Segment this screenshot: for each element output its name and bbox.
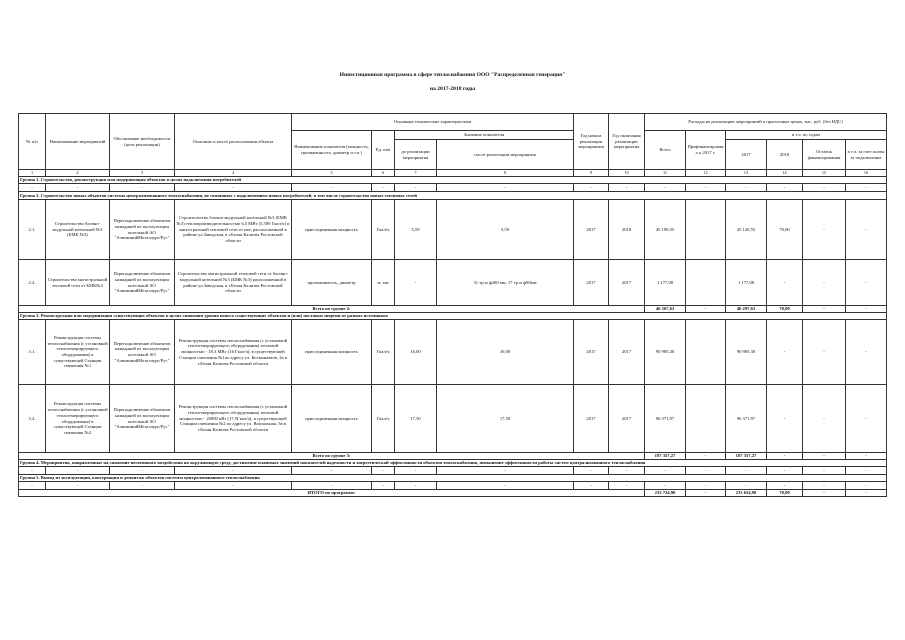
- row-num: 2.2.: [19, 260, 46, 306]
- row-year-end: 2017: [609, 385, 645, 453]
- col-number: 1: [19, 170, 46, 177]
- header-after: после реализации мероприятия: [437, 140, 574, 170]
- header-financed: Профинансировано к 2017 г.: [686, 131, 726, 170]
- total-2018: -: [767, 453, 803, 460]
- table-row: [19, 200, 887, 260]
- row-description: Реконструкция системы теплоснабжения (с установкой теплогенерирующего оборудования) тепловой мощностью - 20000 кВт (17,5Гкал/ч), в существующей Станции смешения №2 по адресу ул. Вокзальная, 3в в г.Белая Калитва Ростовской области: [175, 385, 292, 453]
- empty-cell: -: [767, 467, 803, 475]
- row-description: Строительство блочно-модульной котельной №3 (БМК №3) теплопроизводительностью 6,5 МВт (5,589 Гкал/ч) и магистральной тепловой сети от нее, расположенной в районе ул.Заводская, в г.Белая Калитва Ростовской области: [175, 200, 292, 260]
- empty-cell: -: [726, 184, 767, 192]
- empty-cell: -: [609, 467, 645, 475]
- empty-cell: -: [19, 482, 46, 490]
- empty-cell: -: [767, 184, 803, 192]
- col-number: 4: [175, 170, 292, 177]
- total-label: ИТОГО по программе:: [19, 490, 645, 497]
- row-unit: Гкал/ч: [372, 385, 395, 453]
- header-values: Значение показателя: [395, 131, 574, 140]
- total-value: 187 357,27: [645, 453, 686, 460]
- header-by-years: в т.ч. по годам: [726, 131, 887, 140]
- header-description: Описание и место расположения объекта: [175, 114, 292, 170]
- empty-cell: -: [645, 467, 686, 475]
- empty-cell: -: [372, 467, 395, 475]
- empty-cell: -: [574, 184, 609, 192]
- group-2-total-row: [19, 306, 887, 313]
- empty-cell: -: [846, 184, 887, 192]
- row-after: 16,00: [437, 320, 574, 385]
- row-2017: 45 120,55: [726, 200, 767, 260]
- table-row: [19, 260, 887, 306]
- empty-cell: -: [767, 482, 803, 490]
- row-before: -: [395, 260, 437, 306]
- row-unit: м, мм: [372, 260, 395, 306]
- header-2017: 2017: [726, 140, 767, 170]
- total-borrowed: -: [846, 306, 887, 313]
- header-costs: Расходы на реализацию мероприятий в прогнозных ценах, тыс. руб. (без НДС): [645, 114, 887, 131]
- row-after: 5,59: [437, 200, 574, 260]
- row-justification: Переподключение абонентов наиаднней из эксплуатации котельной АО "АлюминийМеталлург/Рус": [110, 200, 175, 260]
- row-justification: Переподключение абонентов наиаднней из эксплуатации котельной АО "АлюминийМеталлург/Рус": [110, 385, 175, 453]
- row-year-start: 2017: [574, 385, 609, 453]
- header-total: Всего: [645, 131, 686, 170]
- header-year-end: Год окончания реализации мероприятия: [609, 114, 645, 170]
- row-before: 16,00: [395, 320, 437, 385]
- empty-cell: -: [372, 482, 395, 490]
- col-number: 13: [726, 170, 767, 177]
- total-remaining: -: [803, 490, 846, 497]
- header-name: Наименование мероприятий: [46, 114, 110, 170]
- table-row: [19, 320, 887, 385]
- col-number: 15: [803, 170, 846, 177]
- empty-cell: -: [372, 184, 395, 192]
- empty-cell: -: [19, 184, 46, 192]
- total-label: Всего по группе 2:: [19, 306, 645, 313]
- program-total-row: [19, 490, 887, 497]
- empty-cell: -: [726, 482, 767, 490]
- empty-cell: -: [803, 482, 846, 490]
- row-description: Реконструкция системы теплоснабжения (с установкой теплогенерирующего оборудования) тепловой мощностью - 18,3 МВт (16 Гкал/ч), в существующей Станции смешения №1по адресу ул. Космонавтов, 2а в г.Белая Калитва Ростовской области: [175, 320, 292, 385]
- row-year-end: 2018: [609, 200, 645, 260]
- empty-cell: -: [19, 467, 46, 475]
- empty-cell: -: [46, 467, 110, 475]
- document-subtitle: на 2017-2018 годы: [429, 86, 476, 92]
- col-number: 7: [395, 170, 437, 177]
- row-after: 17,50: [437, 385, 574, 453]
- col-number: 11: [645, 170, 686, 177]
- group-3-title: Группа 3. Реконструкция или модернизация существующих объектов в целях снижения уровня износа существующих объектов и (или) поставки энергии от разных источников: [19, 313, 887, 320]
- row-name: Реконструкция системы теплоснабжения (с установкой теплогенерирующего оборудования) в существующей Станции смешения №2: [46, 385, 110, 453]
- row-2017: 96 371,97: [726, 385, 767, 453]
- row-year-start: 2017: [574, 320, 609, 385]
- row-name: Реконструкция системы теплоснабжения (с установкой теплогенерирующего оборудования) в существующей Станции смешения №1: [46, 320, 110, 385]
- row-remaining: -: [803, 200, 846, 260]
- empty-cell: -: [686, 467, 726, 475]
- empty-cell: -: [175, 467, 292, 475]
- total-borrowed: -: [846, 490, 887, 497]
- col-number: 14: [767, 170, 803, 177]
- total-label: Всего по группе 3:: [19, 453, 645, 460]
- total-2018: 70,00: [767, 306, 803, 313]
- empty-cell: -: [846, 482, 887, 490]
- row-2018: 70,00: [767, 200, 803, 260]
- empty-cell: -: [292, 482, 372, 490]
- empty-cell: -: [846, 467, 887, 475]
- header-remaining: Остаток финансирования: [803, 140, 846, 170]
- empty-cell: -: [175, 184, 292, 192]
- header-param-name: Наименование показателя (мощность, протяженность, диаметр и т.п.): [292, 131, 372, 170]
- empty-cell: -: [437, 184, 574, 192]
- row-total: 90 985,30: [645, 320, 686, 385]
- row-num: 3.1.: [19, 320, 46, 385]
- row-borrowed: -: [846, 260, 887, 306]
- empty-cell: -: [110, 467, 175, 475]
- empty-cell: -: [574, 467, 609, 475]
- total-remaining: -: [803, 306, 846, 313]
- empty-cell: -: [292, 467, 372, 475]
- col-number: 6: [372, 170, 395, 177]
- row-param: присоединенная мощность: [292, 385, 372, 453]
- total-borrowed: -: [846, 453, 887, 460]
- empty-cell: -: [110, 482, 175, 490]
- row-2018: -: [767, 260, 803, 306]
- row-before: 17,50: [395, 385, 437, 453]
- row-total: 45 190,55: [645, 200, 686, 260]
- group-5-title: Группа 5. Вывод из эксплуатации, консервация и демонтаж объектов системы централизованного теплоснабжения: [19, 475, 887, 482]
- empty-cell: -: [574, 482, 609, 490]
- col-number: 10: [609, 170, 645, 177]
- investment-table: [18, 113, 887, 497]
- header-justification: Обоснование необходимости (цель реализации): [110, 114, 175, 170]
- row-param: присоединенная мощность: [292, 200, 372, 260]
- row-remaining: -: [803, 385, 846, 453]
- header-2018: 2018: [767, 140, 803, 170]
- empty-cell: -: [803, 467, 846, 475]
- empty-cell: -: [437, 482, 574, 490]
- col-number: 5: [292, 170, 372, 177]
- row-total: 1 177,08: [645, 260, 686, 306]
- empty-cell: -: [110, 184, 175, 192]
- empty-cell: -: [645, 482, 686, 490]
- row-remaining: -: [803, 260, 846, 306]
- row-financed: [686, 320, 726, 385]
- row-description: Строительство магистральной тепловой сети от блочно-модульной котельной №3 (БМК №3) расположенной в районе ул.Заводская, в г.Белая Калитва Ростовской области: [175, 260, 292, 306]
- group-1-title: Группа 1. Строительство, реконструкция или модернизация объектов в целях подключения потребителей: [19, 177, 887, 184]
- total-value: 233 724,90: [645, 490, 686, 497]
- empty-cell: -: [609, 482, 645, 490]
- row-financed: [686, 385, 726, 453]
- row-param: протяженность, диаметр: [292, 260, 372, 306]
- empty-cell: -: [686, 482, 726, 490]
- row-borrowed: -: [846, 385, 887, 453]
- row-remaining: -: [803, 320, 846, 385]
- total-remaining: -: [803, 453, 846, 460]
- row-2017: 1 177,08: [726, 260, 767, 306]
- row-total: 96 371,97: [645, 385, 686, 453]
- group-3-total-row: [19, 453, 887, 460]
- empty-cell: -: [46, 184, 110, 192]
- col-number: 8: [437, 170, 574, 177]
- table-row: [19, 385, 887, 453]
- row-borrowed: -: [846, 320, 887, 385]
- total-value: 46 367,63: [645, 306, 686, 313]
- col-number: 9: [574, 170, 609, 177]
- row-2018: -: [767, 320, 803, 385]
- total-financed: -: [686, 453, 726, 460]
- empty-cell: -: [175, 482, 292, 490]
- row-before: 5,59: [395, 200, 437, 260]
- empty-cell: -: [609, 184, 645, 192]
- group-4-title: Группа 4. Мероприятия, направленные на снижение негативного воздействия на окружающую среду, достижение плановых значений показателей надежности и энергетической эффективности объектов теплоснабжения, повышение эффективности работы систем централизованного теплоснабжения: [19, 460, 887, 467]
- header-borrowed: в т.ч. за счет платы за подключение: [846, 140, 887, 170]
- total-financed: -: [686, 490, 726, 497]
- total-2017: 233 654,90: [726, 490, 767, 497]
- row-justification: Переподключение абонентов наиаднней из эксплуатации котельной АО "АлюминийМеталлург/Рус": [110, 320, 175, 385]
- header-unit: Ед. изм: [372, 131, 395, 170]
- header-tech-params: Основные технические характеристики: [292, 114, 574, 131]
- row-unit: Гкал/ч: [372, 320, 395, 385]
- row-borrowed: -: [846, 200, 887, 260]
- total-2018: 70,00: [767, 490, 803, 497]
- total-2017: 187 357,27: [726, 453, 767, 460]
- empty-cell: -: [292, 184, 372, 192]
- row-param: присоединенная мощность: [292, 320, 372, 385]
- row-financed: [686, 200, 726, 260]
- empty-cell: -: [686, 184, 726, 192]
- empty-cell: -: [645, 184, 686, 192]
- row-year-end: 2017: [609, 320, 645, 385]
- total-financed: -: [686, 306, 726, 313]
- empty-cell: -: [395, 482, 437, 490]
- col-number: 16: [846, 170, 887, 177]
- empty-cell: -: [803, 184, 846, 192]
- header-year-start: Год начала реализации мероприятия: [574, 114, 609, 170]
- row-year-start: 2017: [574, 200, 609, 260]
- row-name: Строительство блочно-модульной котельной №3 (БМК №3): [46, 200, 110, 260]
- header-num: № п/п: [19, 114, 46, 170]
- row-year-start: 2017: [574, 260, 609, 306]
- row-2018: -: [767, 385, 803, 453]
- empty-cell: -: [395, 467, 437, 475]
- row-num: 3.2.: [19, 385, 46, 453]
- col-number: 3: [110, 170, 175, 177]
- document-title: Инвестиционная программа в сфере теплоснабжения ООО "Распределенная генерация": [339, 72, 566, 78]
- row-year-end: 2017: [609, 260, 645, 306]
- total-2017: 46 297,63: [726, 306, 767, 313]
- empty-cell: -: [46, 482, 110, 490]
- col-number: 2: [46, 170, 110, 177]
- row-justification: Переподключение абонентов наиаднней из эксплуатации котельной АО "АлюминийМеталлург/Рус": [110, 260, 175, 306]
- row-financed: [686, 260, 726, 306]
- empty-cell: -: [437, 467, 574, 475]
- row-after: 31 тр.м ф200 мм, 17 тр.м ф80мм: [437, 260, 574, 306]
- row-unit: Гкал/ч: [372, 200, 395, 260]
- row-num: 2.1.: [19, 200, 46, 260]
- row-2017: 90 985,30: [726, 320, 767, 385]
- header-before: до реализации мероприятия: [395, 140, 437, 170]
- empty-cell: -: [395, 184, 437, 192]
- group-2-title: Группа 2. Строительство новых объектов системы централизованного теплоснабжения, не связанных с подключением новых потребителей, в том числе строительство новых тепловых сетей: [19, 192, 887, 200]
- row-name: Строительство магистральной тепловой сети от БМК№3: [46, 260, 110, 306]
- empty-cell: -: [726, 467, 767, 475]
- col-number: 12: [686, 170, 726, 177]
